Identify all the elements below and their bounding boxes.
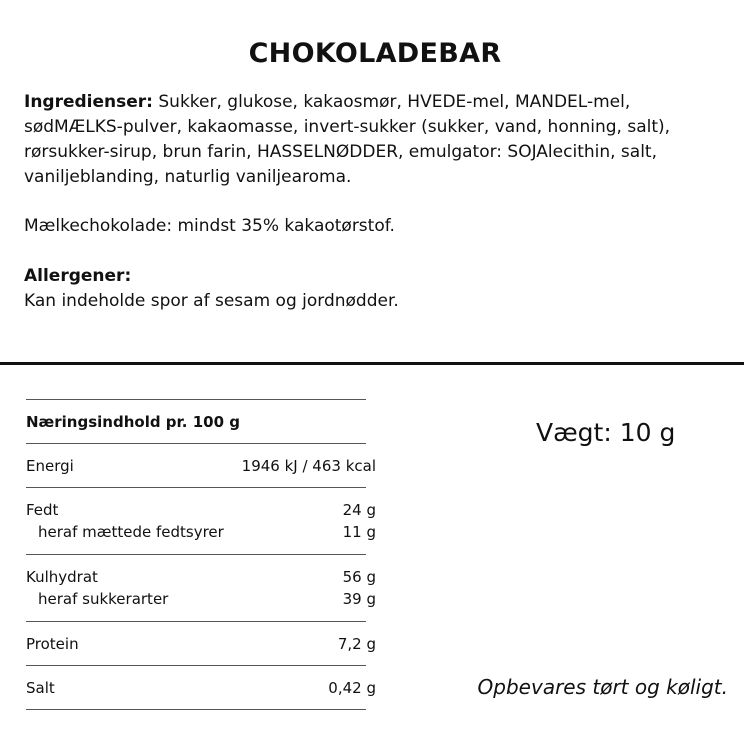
nutrition-label-salt: Salt: [26, 679, 55, 697]
ingredients-paragraph: [24, 90, 714, 190]
cocoa-content-note: Mælkechokolade: mindst 35% kakaotørstof.: [24, 216, 395, 236]
nutrition-label-saturated-fat: heraf mættede fedtsyrer: [38, 523, 224, 541]
allergens-heading: Allergener:: [24, 266, 132, 286]
nutrition-label-carbohydrate: Kulhydrat: [26, 568, 98, 586]
nutrition-value-fat: 24 g: [342, 501, 376, 519]
nutrition-value-salt: 0,42 g: [328, 679, 376, 697]
allergens-text: Kan indeholde spor af sesam og jordnødder.: [24, 291, 399, 311]
table-rule: [26, 443, 366, 444]
table-rule: [26, 487, 366, 488]
table-rule: [26, 709, 366, 710]
table-rule: [26, 621, 366, 622]
nutrition-label-sugars: heraf sukkerarter: [38, 590, 169, 608]
section-divider: [0, 362, 744, 365]
table-rule: [26, 399, 366, 400]
nutrition-value-carbohydrate: 56 g: [342, 568, 376, 586]
table-rule: [26, 665, 366, 666]
nutrition-label-energy: Energi: [26, 457, 74, 475]
nutrition-heading: Næringsindhold pr. 100 g: [26, 413, 240, 431]
nutrition-label-protein: Protein: [26, 635, 79, 653]
table-rule: [26, 554, 366, 555]
nutrition-value-protein: 7,2 g: [337, 635, 376, 653]
net-weight: Vægt: 10 g: [536, 418, 676, 447]
nutrition-label-fat: Fedt: [26, 501, 59, 519]
nutrition-value-sugars: 39 g: [342, 590, 376, 608]
nutrition-value-saturated-fat: 11 g: [342, 523, 376, 541]
storage-instruction: Opbevares tørt og køligt.: [477, 675, 728, 699]
ingredients-text: Sukker, glukose, kakaosmør, HVEDE-mel, MANDEL-mel, sødMÆLKS-pulver, kakaomasse, invert-sukker (sukker, vand, honning, salt), rørsukker-sirup, brun farin, HASSELNØDDER, emulgator: SOJAlecithin, salt, vaniljeblanding, naturlig vaniljearoma.: [24, 92, 671, 187]
ingredients-label: Ingredienser:: [24, 92, 153, 112]
nutrition-value-energy: 1946 kJ / 463 kcal: [241, 457, 376, 475]
product-title: CHOKOLADEBAR: [248, 38, 502, 69]
